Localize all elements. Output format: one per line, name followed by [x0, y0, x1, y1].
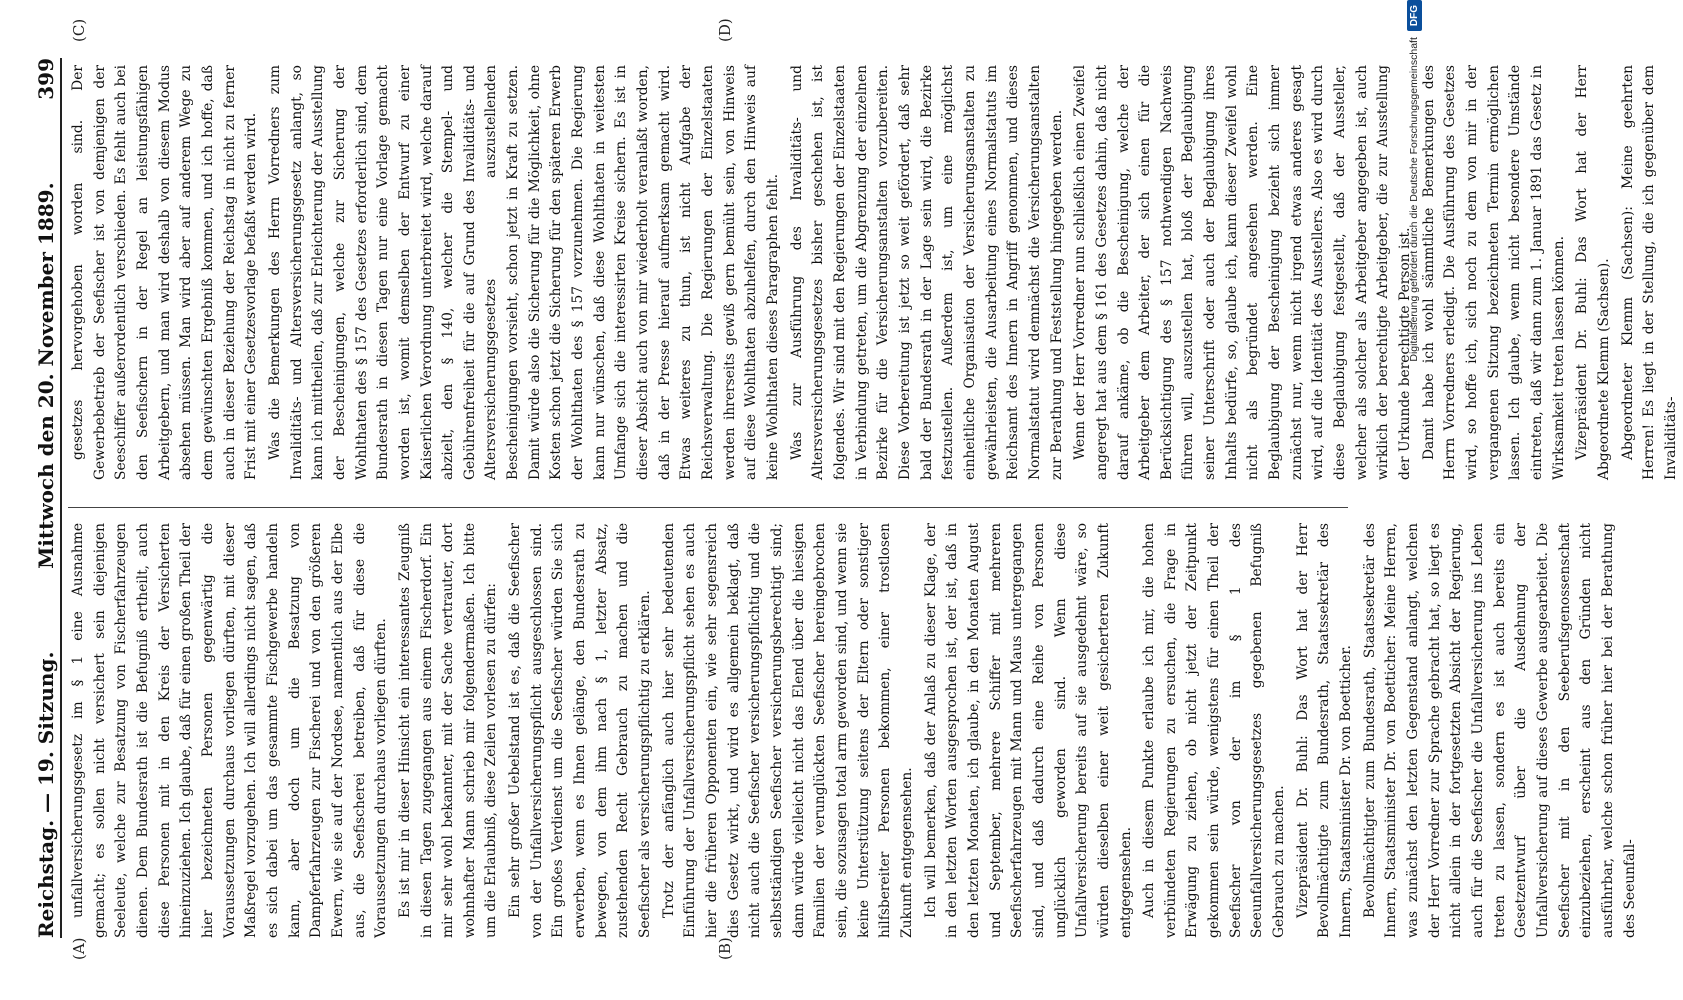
header-left: Reichstag. — 19. Sitzung.	[34, 651, 58, 938]
paragraph: Es ist mir in dieser Hinsicht ein interessantes Zeugniß in diesen Tagen zugegangen aus einem Fischerdorf. Ein mir sehr wohl bekannter, mit der Sache vertrauter, dort wohnhafter Mann schrieb mir folgendermaßen. Ich bitte um die Erlaubniß, diese Zeilen vorlesen zu dürfen:	[396, 523, 500, 938]
margin-marker-b: (B)	[716, 937, 734, 960]
speaker-paragraph: Abgeordneter Klemm (Sachsen): Meine geehrten Herren! Es liegt in der Stellung, die ich gegenüber dem Invaliditäts-	[1619, 65, 1679, 480]
margin-marker-c: (C)	[70, 18, 88, 42]
speaker-paragraph: Vizepräsident Dr. Buhl: Das Wort hat der Herr Bevollmächtigte zum Bundesrath, Staatssekretär des Innern, Staatsminister Dr. von Boetticher.	[1294, 523, 1355, 938]
header-date: Mittwoch den 20. November 1889.	[34, 182, 58, 569]
left-column	[68, 523, 1638, 938]
margin-marker-a: (A)	[70, 937, 88, 960]
paragraph: Was die Bemerkungen des Herrn Vorredners zum Invaliditäts- und Altersversicherungsgesetz anlangt, so kann ich mittheilen, daß zur Erleichterung der Ausstellung der Bescheinigungen, welche zur Sicherung der Wohlthaten des § 157 des Gesetzes erforderlich sind, dem Bundesrath in diesen Tagen nur eine Vorlage gemacht worden ist, womit demselben der Entwurf zu einer Kaiserlichen Verordnung unterbreitet wird, welche darauf abzielt, den § 140, welcher die Stempel- und Gebührenfreiheit für die auf Grund des Invaliditäts- und Altersversicherungsgesetzes auszustellenden Bescheinigungen vorsieht, schon jetzt in Kraft zu setzen. Damit würde also die Sicherung für die Möglichkeit, ohne Kosten schon jetzt die Sicherung für den späteren Erwerb der Wohlthaten des § 157 vorzunehmen. Die Regierung kann nur wünschen, daß diese Wohlthaten in weitesten Umfange sich die interessirten Kreise sichern. Es ist in dieser Absicht auch von mir wiederholt veranlaßt worden, daß in der Presse hierauf aufmerksam gemacht wird. Etwas weiteres zu thun, ist nicht Aufgabe der Reichsverwaltung. Die Regierungen der Einzelstaaten werden ihrerseits gewiß gern bemüht sein, von Hinweis auf diese Wohlthaten abzuhelfen, durch den Hinweis auf keine Wohlthaten dieses Paragraphen fehlt.	[266, 65, 781, 480]
paragraph: Damit habe ich wohl sämmtliche Bemerkungen des Herrn Vorredners erledigt. Die Ausführung des Gesetzes wird, so hoffe ich, sich noch zu dem von mir in der vergangenen Sitzung bezeichneten Termin ermöglichen lassen. Ich glaube, wenn nicht besondere Umstände eintreten, daß wir dann zum 1. Januar 1891 das Gesetz in Wirksamkeit treten lassen können.	[1420, 65, 1567, 480]
paragraph: Ich will bemerken, daß der Anlaß zu dieser Klage, der in den letzten Worten ausgesprochen ist, der ist, daß in den letzten Monaten, ich glaube, in den Monaten August und September, mehrere Schiffer mit mehreren Seefischerfahrzeugen mit Mann und Maus untergegangen sind, und daß dadurch eine Reihe von Personen unglücklich geworden sind. Wenn diese Unfallversicherung bereits auf sie ausgedehnt wäre, so würden dieselben einer weit gesicherteren Zukunft entgegensehen.	[922, 523, 1134, 938]
page-number: 399	[34, 58, 58, 100]
paragraph: Auch in diesem Punkte erlaube ich mir, die hohen verbündeten Regierungen zu ersuchen, die Frage in Erwägung zu ziehen, ob nicht jetzt der Zeitpunkt gekommen sein würde, wenigstens für einen Theil der Seefischer von der im § 1 des Seeunfallversicherungsgesetzes gegebenen Befugniß Gebrauch zu machen.	[1141, 523, 1288, 938]
paragraph: Was zur Ausführung des Invaliditäts- und Altersversicherungsgesetzes bisher geschehen ist, ist folgendes. Wir sind mit den Regierungen der Einzelstaaten in Verbindung getreten, um die Abgrenzung der einzelnen Bezirke für die Versicherungsanstalten vorzubereiten. Diese Vorbereitung ist jetzt so weit gefördert, daß sehr bald der Bundesrath in der Lage sein wird, die Bezirke festzustellen. Außerdem ist, um eine möglichst einheitliche Organisation der Versicherungsanstalten zu gewährleisten, die Ausarbeitung eines Normalstatuts im Reichsamt des Innern in Angriff genommen, und dieses Normalstatut wird demnächst die Versicherungsanstalten zur Berathung und Feststellung hingegeben werden.	[788, 65, 1065, 480]
digitization-footer	[1402, 0, 1426, 1000]
header-rule	[60, 58, 62, 938]
quoted-letter: Ein sehr großer Uebelstand ist es, daß die Seefischer von der Unfallversicherungspflicht ausgeschlossen sind. Ein großes Verdienst um die Seefischer würden Sie sich erwerben, wenn es Ihnen gelänge, den Bundesrath zu bewegen, von dem ihm nach § 1, letzter Absatz, zustehenden Recht Gebrauch zu machen und die Seefischer als versicherungspflichtig zu erklären.	[507, 523, 654, 938]
margin-marker-d: (D)	[716, 18, 734, 42]
paragraph: gesetzes hervorgehoben worden sind. Der Gewerbebetrieb der Seefischer ist von demjenigen der Seeschiffer außerordentlich verschieden. Es fehlt auch bei den Seefischern in der Regel an leistungsfähigen Arbeitgebern, und man wird deshalb von diesem Modus absehen müssen. Man wird aber auf anderem Wege zu dem gewünschten Ergebniß kommen, und ich hoffe, daß auch in dieser Beziehung der Reichstag in nicht zu ferner Frist mit einer Gesetzesvorlage befaßt werden wird.	[70, 65, 260, 480]
dfg-logo: DFG	[1407, 0, 1422, 31]
speaker-paragraph: Bevollmächtigter zum Bundesrath, Staatssekretär des Innern, Staatsminister Dr. von Boetticher: Meine Herren, was zunächst den letzten Gegenstand anlangt, welchen der Herr Vorredner zur Sprache gebracht hat, so liegt es nicht allein in der fortgesetzten Absicht der Regierung, auch für die Seefischer die Unfallversicherung ins Leben treten zu lassen, sondern es ist auch bereits ein Gesetzentwurf über die Ausdehnung der Unfallversicherung auf dieses Gewerbe ausgearbeitet. Die Seefischer mit in den Seeberufsgenossenschaft einzubeziehen, erscheint aus den Gründen nicht ausführbar, welche schon früher hier bei der Berathung des Seeunfall-	[1361, 523, 1638, 938]
column-divider	[68, 507, 1348, 508]
paragraph: Trotz der anfänglich auch hier sehr bedeutenden Einführung der Unfallversicherungspflicht sehen es auch hier die früheren Opponenten ein, wie sehr segensreich dies Gesetz wirkt, und wird es allgemein beklagt, daß nicht auch die Seefischer versicherungspflichtig und die selbstständigen Seefischer versicherungsberechtigt sind; dann würde vielleicht nicht das Elend über die hiesigen Familien der verunglückten Seefischer hereingebrochen sein, die sozusagen total arm geworden sind, und wenn sie keine Unterstützung seitens der Eltern oder sonstiger hilfsbereiter Personen bekommen, einer trostlosen Zukunft entgegensehen.	[660, 523, 915, 938]
speaker-paragraph: Vizepräsident Dr. Buhl: Das Wort hat der Herr Abgeordnete Klemm (Sachsen).	[1574, 65, 1612, 480]
paragraph: Wenn der Herr Vorredner nun schließlich einen Zweifel angeregt hat aus dem § 161 des Gesetzes dahin, daß nicht darauf ankäme, ob die Bescheinigung, welche der Arbeitgeber dem Arbeiter, der sich einen für die Berücksichtigung des § 157 nothwendigen Nachweis führen will, auszustellen hat, bloß der Beglaubigung seiner Unterschrift oder auch der Beglaubigung ihres Inhalts bedürfe, so, glaube ich, kann dieser Zweifel wohl nicht als begründet angesehen werden. Eine Beglaubigung der Bescheinigung bezieht sich immer zunächst nur, wenn nicht irgend etwas anderes gesagt wird, auf die Identität des Ausstellers. Also es wird durch diese Beglaubigung festgestellt, daß der Aussteller, welcher als solcher als Arbeitgeber angegeben ist, auch wirklich der berechtigte Arbeitgeber, die zur Ausstellung der Urkunde berechtigte Person ist.	[1072, 65, 1414, 480]
footer-text: Digitalisierung gefördert durch die Deutsche Forschungsgemeinschaft	[1408, 37, 1420, 362]
paragraph: unfallversicherungsgesetz im § 1 eine Ausnahme gemacht; es sollen nicht versichert sein diejenigen Seeleute, welche zur Besatzung von Fischerfahrzeugen dienen. Dem Bundesrath ist die Befugniß ertheilt, auch diese Personen mit in den Kreis der Versicherten hineinzuziehen. Ich glaube, daß für einen großen Theil der hier bezeichneten Personen gegenwärtig die Voraussetzungen durchaus vorliegen dürften, mit dieser Maßregel vorzugehen. Ich will allerdings nicht sagen, daß es sich dabei um das gesammte Fischgewerbe handeln kann, aber doch um die Besatzung von Dampferfahrzeugen zur Fischerei und von den größeren Ewern, wie sie auf der Nordsee, namentlich aus der Elbe aus, die Seefischerei betreiben, daß für diese die Voraussetzungen durchaus vorliegen dürften.	[70, 523, 390, 938]
